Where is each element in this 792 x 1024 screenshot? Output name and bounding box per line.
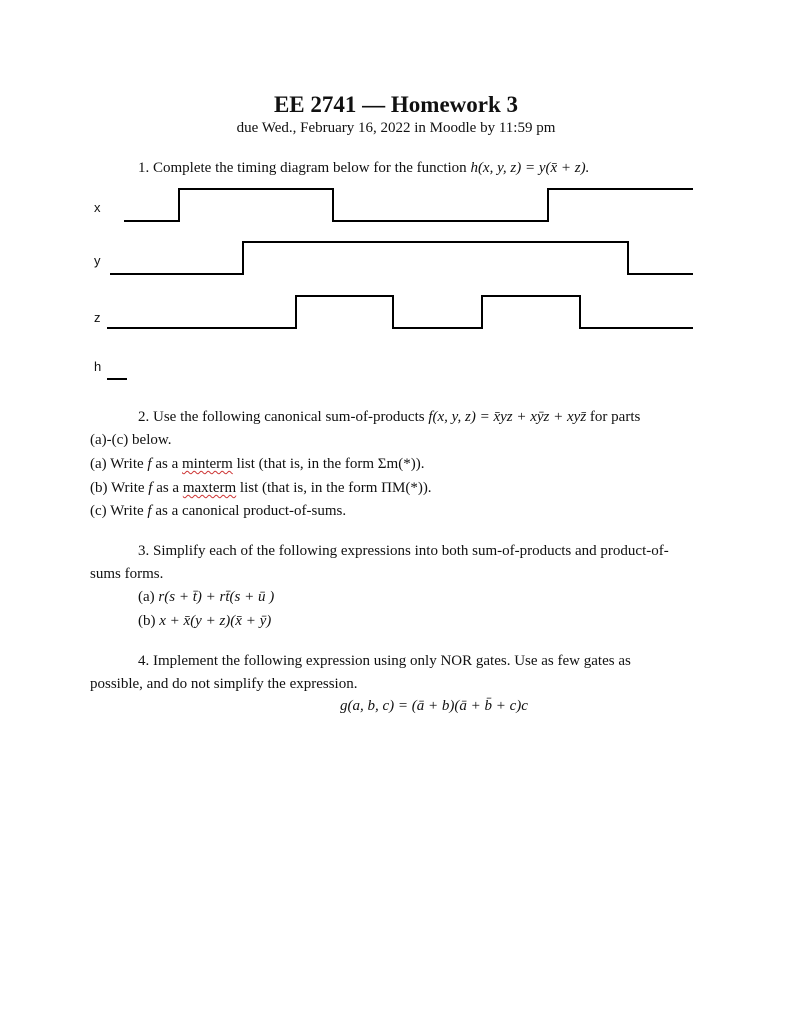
question-2-part-c: (c) Write f as a canonical product-of-sums. — [90, 503, 347, 519]
question-3-expression-a: r(s + t̄) + rt̄(s + ū ) — [158, 589, 275, 605]
signal-label-x: x — [94, 200, 101, 215]
page-title: EE 2741 — Homework 3 — [273, 92, 519, 117]
question-3-expression-b: x + x̄(y + z)(x̄ + ȳ) — [159, 613, 272, 629]
spellcheck-maxterm: maxterm — [182, 480, 237, 496]
question-3-line-1: 3. Simplify each of the following expressions into both sum-of-products and product-of- — [138, 543, 669, 559]
question-3-part-a: (a) r(s + t̄) + rt̄(s + ū ) — [138, 589, 275, 605]
question-2-part-a: (a) Write f as a minterm list (that is, in the form Σm(*)). — [90, 456, 425, 472]
question-4-expression: g(a, b, c) = (ā + b)(ā + b̄ + c)c — [340, 698, 528, 714]
waveform-y — [110, 242, 693, 274]
question-3-line-2: sums forms. — [90, 566, 164, 582]
due-date: due Wed., February 16, 2022 in Moodle by 11:59 pm — [236, 120, 556, 136]
waveform-z — [107, 296, 693, 328]
signal-label-y: y — [94, 253, 101, 268]
signal-label-z: z — [94, 310, 101, 325]
question-2-part-b: (b) Write f as a maxterm list (that is, in the form ΠM(*)). — [90, 480, 432, 496]
spellcheck-minterm: minterm — [182, 456, 233, 472]
question-2-expression: f(x, y, z) = x̄yz + xȳz + xyz̄ — [428, 409, 587, 425]
question-2-line-2: (a)-(c) below. — [90, 432, 172, 448]
question-1-function: h(x, y, z) = y(x̄ + z). — [470, 160, 590, 176]
question-1-text: 1. Complete the timing diagram below for the function — [138, 160, 471, 176]
signal-label-h: h — [94, 359, 102, 374]
question-4-line-1: 4. Implement the following expression using only NOR gates. Use as few gates as — [138, 653, 631, 669]
waveform-x — [124, 189, 693, 221]
question-4-line-2: possible, and do not simplify the expression. — [90, 676, 358, 692]
question-2-line-1: 2. Use the following canonical sum-of-products f(x, y, z) = x̄yz + xȳz + xyz̄ for parts — [138, 409, 641, 425]
question-3-part-b: (b) x + x̄(y + z)(x̄ + ȳ) — [138, 613, 272, 629]
